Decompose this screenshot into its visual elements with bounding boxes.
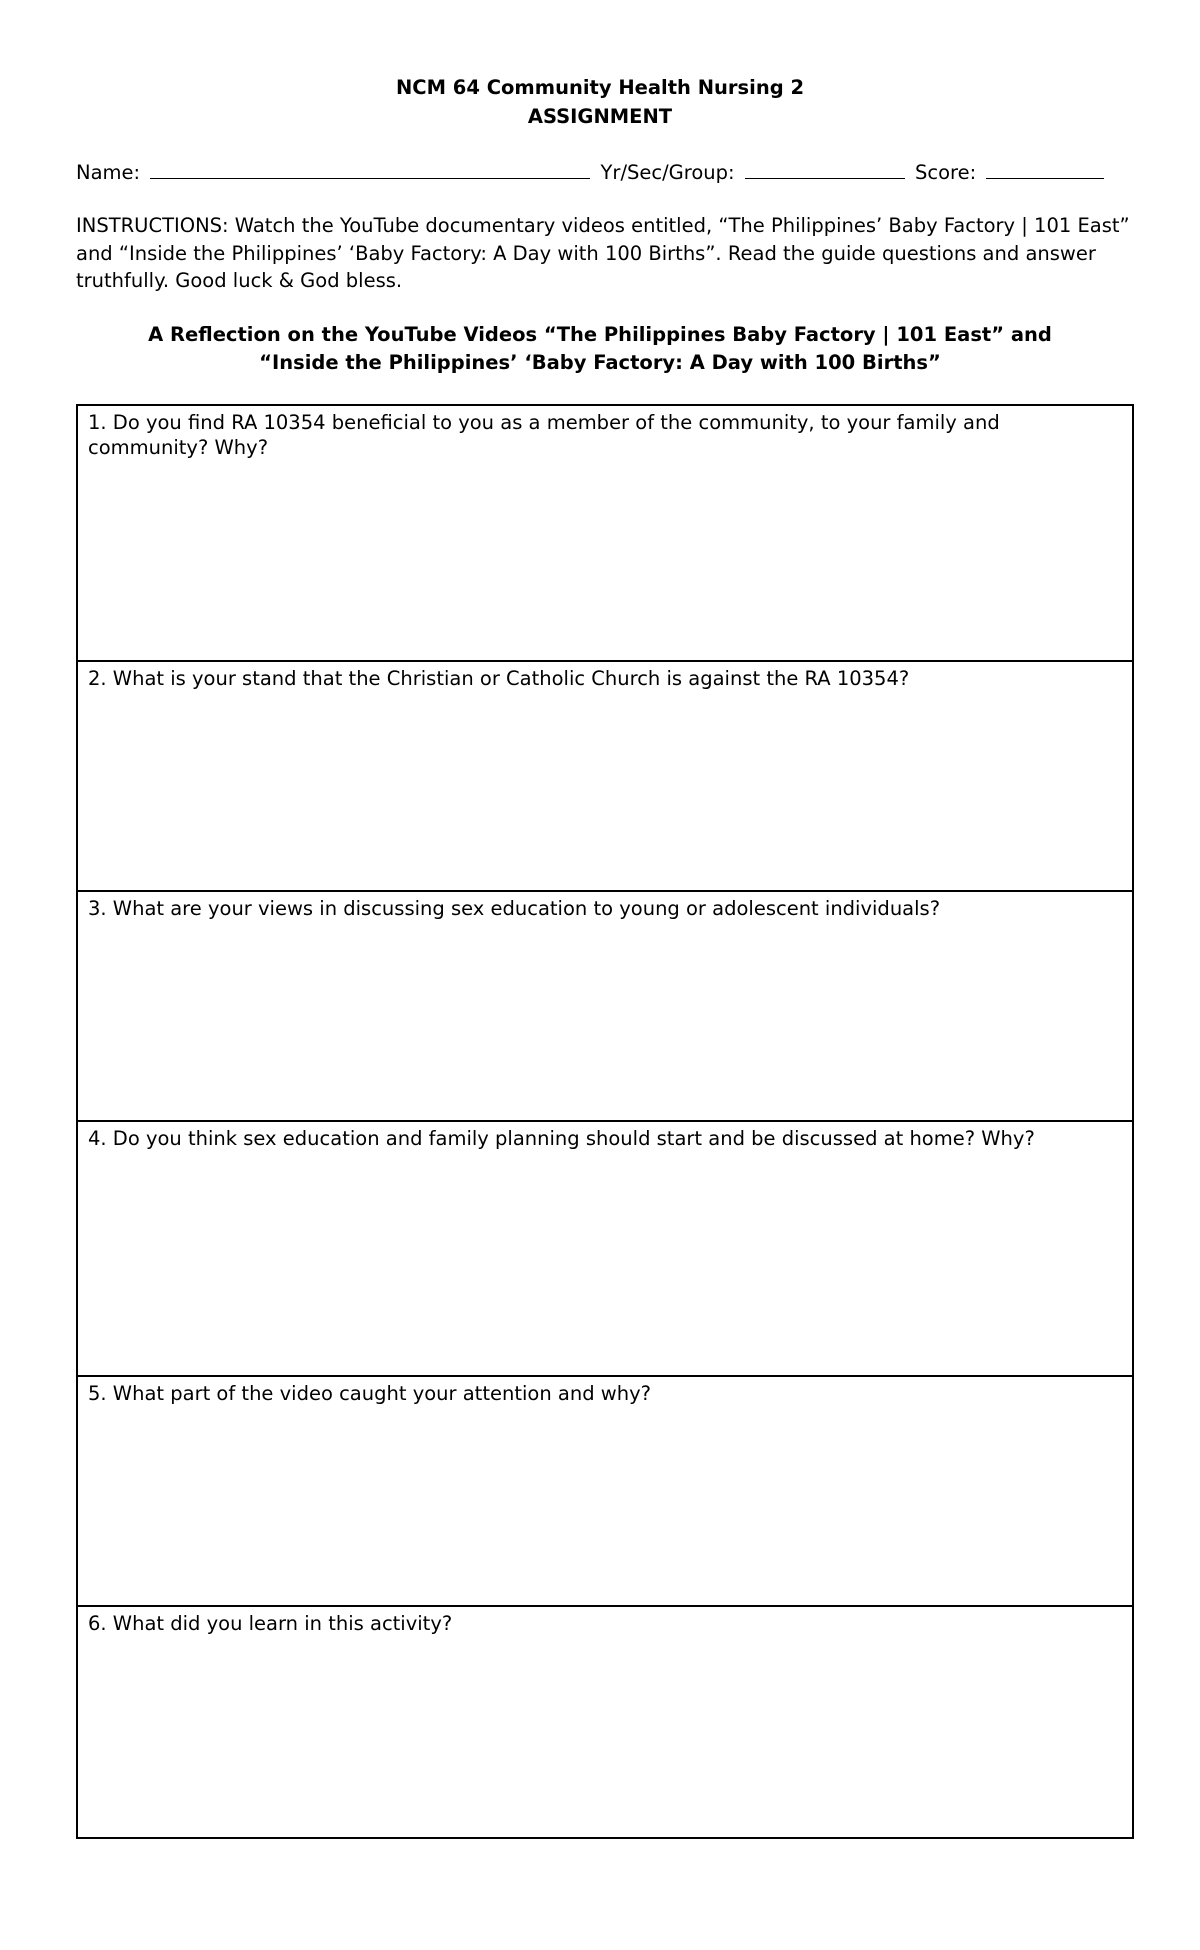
student-info-line <box>76 160 1136 188</box>
reflection-title-line-1: A Reflection on the YouTube Videos “The Philippines Baby Factory | 101 East” and <box>148 323 1052 346</box>
question-text-1: 1. Do you find RA 10354 beneficial to you as a member of the community, to your family and community? Why? <box>88 411 1000 459</box>
question-text-2: 2. What is your stand that the Christian or Catholic Church is against the RA 10354? <box>88 667 910 690</box>
instructions-paragraph: INSTRUCTIONS: Watch the YouTube documentary videos entitled, “The Philippines’ Baby Factory | 101 East” and “Inside the Philippines’ ‘Baby Factory: A Day with 100 Births”. Read the guide questions and answer truthfully. Good luck & God bless. <box>76 214 1130 292</box>
score-label: Score: <box>915 161 977 184</box>
question-text-4: 4. Do you think sex education and family planning should start and be discussed at home? Why? <box>88 1127 1035 1150</box>
course-title: NCM 64 Community Health Nursing 2 <box>395 76 805 99</box>
questions-table <box>76 404 1134 1839</box>
question-row-2[interactable] <box>78 662 1132 892</box>
question-row-4[interactable] <box>78 1122 1132 1377</box>
question-row-1[interactable] <box>78 406 1132 662</box>
question-row-6[interactable] <box>78 1607 1132 1837</box>
yrsec-label: Yr/Sec/Group: <box>600 161 735 184</box>
question-row-3[interactable] <box>78 892 1132 1122</box>
reflection-title-line-2: “Inside the Philippines’ ‘Baby Factory: A Day with 100 Births” <box>259 351 941 374</box>
yrsec-blank[interactable] <box>745 160 905 179</box>
question-text-5: 5. What part of the video caught your attention and why? <box>88 1382 651 1405</box>
question-text-3: 3. What are your views in discussing sex education to young or adolescent individuals? <box>88 897 941 920</box>
document-type-heading: ASSIGNMENT <box>527 105 673 128</box>
name-label: Name: <box>76 161 141 184</box>
reflection-title <box>0 321 1200 377</box>
score-blank[interactable] <box>986 160 1104 179</box>
question-row-5[interactable] <box>78 1377 1132 1607</box>
question-text-6: 6. What did you learn in this activity? <box>88 1612 453 1635</box>
name-blank[interactable] <box>150 160 590 179</box>
